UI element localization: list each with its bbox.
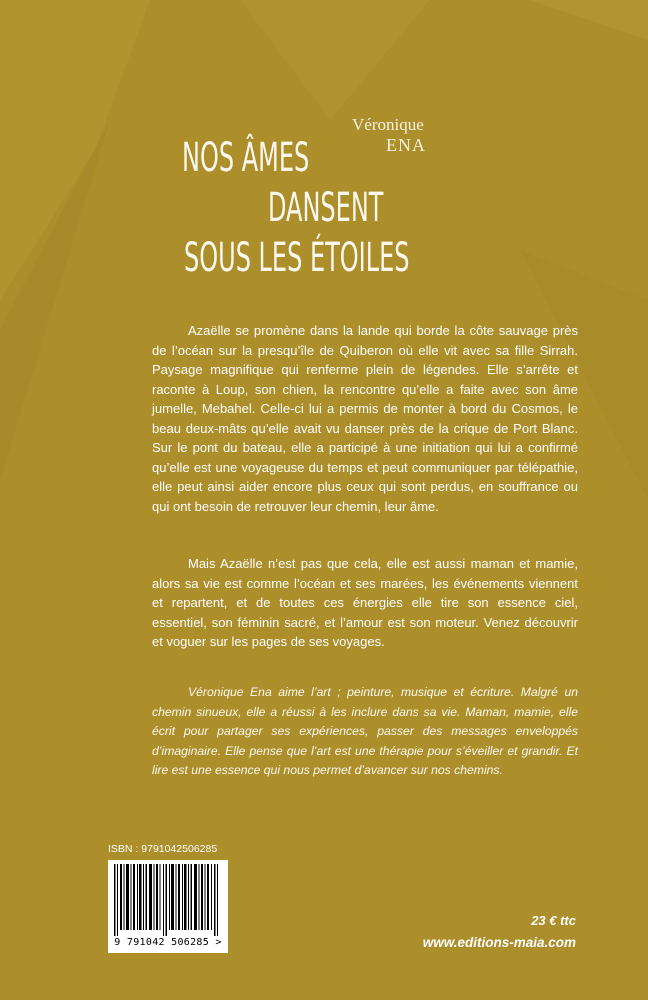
summary-paragraph-2-block bbox=[152, 554, 578, 652]
author-bio: Véronique Ena aime l’art ; peinture, musique et écriture. Malgré un chemin sinueux, elle a réussi à les inclure dans sa vie. Maman, mamie, elle écrit pour partager ses expériences, passer des messages enveloppés d’imaginaire. Elle pense que l’art est une thérapie pour s’éveiller et grandir. Et lire est une essence qui nous permet d’avancer sur nos chemins. bbox=[152, 685, 578, 778]
author-name bbox=[352, 115, 426, 155]
title-line-2: DANSENT bbox=[268, 185, 384, 231]
price: 23 € ttc bbox=[531, 913, 576, 928]
barcode-digits: 9 791042 506285 > bbox=[114, 937, 222, 948]
author-first-name: Véronique bbox=[352, 115, 424, 134]
summary-paragraph-1-block bbox=[152, 321, 578, 516]
summary-paragraph-1: Azaëlle se promène dans la lande qui borde la côte sauvage près de l’océan sur la presqu’île de Quiberon où elle vit avec sa fille Sirrah. Paysage magnifique qui renferme plein de légendes. Elle s’arrête et raconte à Loup, son chien, la rencontre qu’elle a faite avec son âme jumelle, Mebahel. Celle-ci lui a permis de monter à bord du Cosmos, le beau deux-mâts qu’elle avait vu danser près de la crique de Port Blanc. Sur le pont du bateau, elle a participé à une initiation qui lui a confirmé qu’elle est une voyageuse du temps et peut communiquer par télépathie, elle peut ainsi aider encore plus ceux qui sont perdus, en souffrance ou qui ont besoin de retrouver leur chemin, leur âme. bbox=[152, 323, 578, 514]
barcode-bars bbox=[108, 860, 228, 938]
summary-paragraph-2: Mais Azaëlle n’est pas que cela, elle est aussi maman et mamie, alors sa vie est comme l’océan et ses marées, les événements viennent et repartent, et de toutes ces énergies elle tire son essence ciel, essentiel, son féminin sacré, et l’amour est son moteur. Venez découvrir et voguer sur les pages de ses voyages. bbox=[152, 556, 578, 649]
title-line-1: NOS ÂMES bbox=[182, 135, 310, 181]
author-last-name: ENA bbox=[386, 135, 426, 155]
publisher-website[interactable]: www.editions-maia.com bbox=[422, 935, 576, 950]
barcode bbox=[108, 860, 228, 953]
isbn-label: ISBN : 9791042506285 bbox=[108, 843, 218, 855]
title-line-3: SOUS LES ÉTOILES bbox=[184, 235, 410, 281]
